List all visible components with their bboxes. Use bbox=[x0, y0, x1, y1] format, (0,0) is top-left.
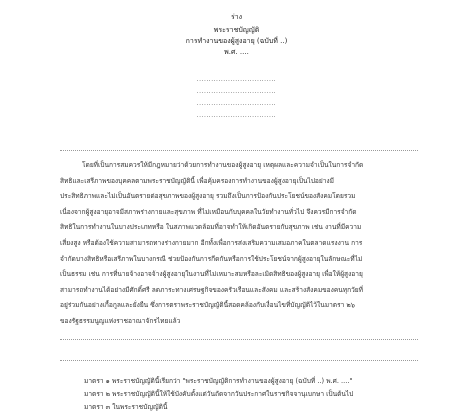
preamble-line: โดยที่เป็นการสมควรให้มีกฎหมายว่าด้วยการทำงานของผู้สูงอายุ เหตุผลและความจำเป็นในการจำกัด bbox=[82, 161, 364, 169]
draft-label: ร่าง bbox=[230, 13, 243, 21]
act-year: พ.ศ. .... bbox=[224, 48, 249, 56]
preamble-line: สามารถทำงานได้อย่างมีศักดิ์ศรี ลดภาระทางเศรษฐกิจของครัวเรือนและสังคม และสร้างสังคมของคนทุกวัยที่ bbox=[60, 285, 364, 294]
preamble-line: เนื่องจากผู้สูงอายุอาจมีสภาพร่างกายและสุขภาพ ที่ไม่เหมือนกับบุคคลในวัยทำงานทั่วไป จึงควรมีการจำกัด bbox=[60, 207, 357, 216]
dotted-line: ................................. bbox=[196, 112, 277, 119]
dotted-line: ................................. bbox=[196, 100, 277, 107]
preamble-line: จำกัดบางสิทธิหรือเสรีภาพในบางกรณี ช่วยป้องกันการกีดกันหรือการใช้ประโยชน์จากผู้สูงอายุในลักษณะที่ไม่ bbox=[60, 254, 363, 263]
dotted-divider bbox=[60, 360, 418, 361]
dotted-divider bbox=[60, 150, 418, 151]
section-3: มาตรา ๓ ในพระราชบัญญัตินี้ bbox=[84, 403, 168, 411]
preamble-line: สิทธิและเสรีภาพของบุคคลตามพระราชบัญญัตินี้ เพื่อคุ้มครองการทำงานของผู้สูงอายุเป็นไปอย่างมี bbox=[60, 176, 334, 185]
dotted-divider bbox=[60, 339, 418, 340]
section-2: มาตรา ๒ พระราชบัญญัตินี้ให้ใช้บังคับตั้งแต่วันถัดจากวันประกาศในราชกิจจานุเบกษา เป็นต้นไป bbox=[84, 390, 354, 398]
preamble-line: ประสิทธิภาพและไม่เป็นอันตรายต่อสุขภาพของผู้สูงอายุ รวมถึงเป็นการป้องกันประโยชน์ของสังคมโดยรวม bbox=[60, 192, 356, 201]
preamble-line: เป็นธรรม เช่น การที่นายจ้างอาจจ้างผู้สูงอายุในงานที่ไม่เหมาะสมหรือละเมิดสิทธิของผู้สูงอายุ เพื่อให้ผู้สูงอายุ bbox=[60, 270, 363, 279]
preamble-paragraph bbox=[60, 158, 418, 330]
preamble-line: ของรัฐธรรมนูญแห่งราชอาณาจักรไทยแล้ว bbox=[60, 316, 181, 325]
act-title: พระราชบัญญัติ bbox=[213, 26, 260, 34]
section-1: มาตรา ๑ พระราชบัญญัตินี้เรียกว่า "พระราชบัญญัติการทำงานของผู้สูงอายุ (ฉบับที่ ..) พ.ศ. ...." bbox=[84, 377, 353, 385]
preamble-line: สิทธิในการทำงานในบางประเภทหรือ ในสภาพแวดล้อมที่อาจทำให้เกิดอันตรายกับสุขภาพ เช่น งานที่มีความ bbox=[60, 223, 362, 232]
dotted-line: ................................. bbox=[196, 88, 277, 95]
dotted-line: ................................. bbox=[196, 76, 277, 83]
preamble-line: เสี่ยงสูง หรือต้องใช้ความสามารถทางร่างกายมาก อีกทั้งเพื่อการส่งเสริมความเสมอภาคในตลาดแรงงาน การ bbox=[60, 238, 363, 247]
preamble-line: อยู่ร่วมกันอย่างเกื้อกูลและยั่งยืน ซึ่งการตราพระราชบัญญัตินี้สอดคล้องกับเงื่อนไขที่บัญญัติไว้ในมาตรา ๒๖ bbox=[60, 301, 355, 310]
act-subtitle: การทำงานของผู้สูงอายุ (ฉบับที่ ..) bbox=[185, 37, 288, 45]
